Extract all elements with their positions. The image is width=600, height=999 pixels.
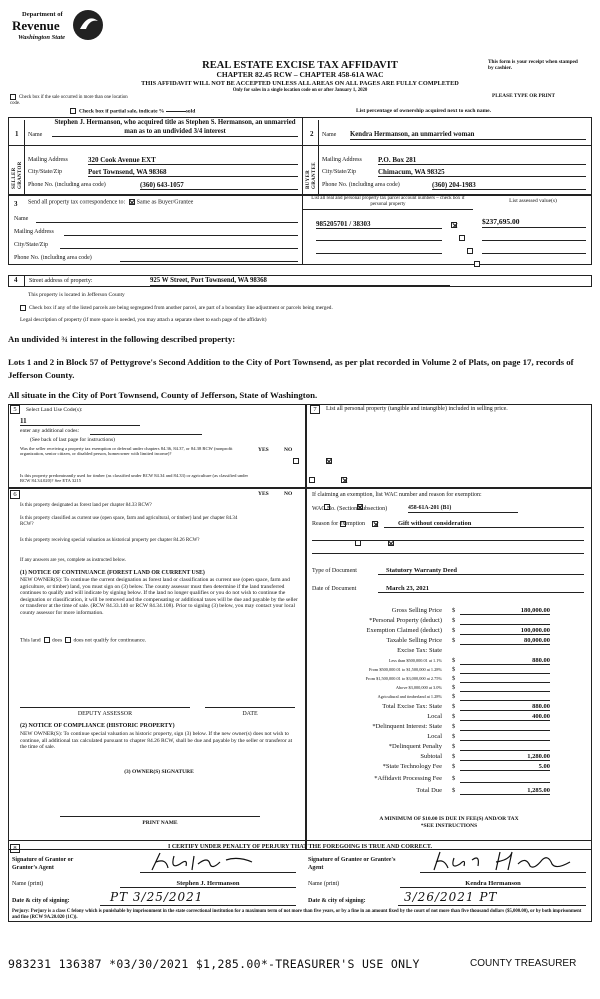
- s5-q1-yes[interactable]: [293, 458, 299, 464]
- grantee-sig-label: Signature of Grantee or Grantee's Agent: [308, 857, 396, 871]
- calc-value[interactable]: 100,000.00: [460, 627, 550, 635]
- partial-sale-label: Check box if partial sale, indicate %: [79, 108, 165, 115]
- exemption-heading: If claiming an exemption, list WAC number and reason for exemption:: [312, 492, 482, 498]
- calc-value[interactable]: [460, 684, 550, 692]
- section6-num: 6: [10, 490, 20, 499]
- calc-dollar: $: [452, 743, 456, 750]
- calc-label: Local: [427, 733, 442, 740]
- s3-mailing-label: Mailing Address: [14, 229, 54, 235]
- buyer-phone[interactable]: (360) 204-1983: [432, 181, 586, 190]
- print-name-label: PRINT NAME: [142, 820, 178, 826]
- section5-num: 5: [10, 405, 20, 414]
- section4-num: 4: [14, 276, 18, 284]
- s6-no-header: NO: [284, 491, 293, 497]
- calc-dollar: $: [452, 627, 456, 634]
- street-label: Street address of property:: [29, 278, 93, 284]
- sold-label: sold: [185, 108, 196, 115]
- calc-value[interactable]: [460, 775, 550, 783]
- same-as-buyer-checkbox[interactable]: [129, 199, 135, 205]
- calc-label: *Delinquent Penalty: [388, 743, 442, 750]
- does-label: does: [52, 637, 63, 644]
- notice1-title: (1) NOTICE OF CONTINUANCE (FOREST LAND OR CURRENT USE): [20, 570, 205, 576]
- calc-value[interactable]: [460, 617, 550, 625]
- dor-logo: [8, 5, 108, 53]
- buyer-num-divider: [318, 120, 319, 146]
- logo-line2: Revenue: [12, 18, 60, 33]
- receipt-note: This form is your receipt when stamped by cashier.: [488, 59, 578, 72]
- notice2-text: NEW OWNER(S): To continue special valuation as historic property, sign (3) below. If the new owner(s) does not wish to continue, all additional tax calculated pursuant to chapter 84.26 RCW, shall be due and payable by the seller or transferor at the time of sale.: [20, 731, 293, 751]
- calc-dollar: $: [452, 617, 456, 624]
- s3-city-label: City/State/Zip: [14, 242, 48, 248]
- buyer-side-divider: [318, 145, 319, 195]
- s6-q2: Is this property classified as current use (open space, farm and agricultural, or timber) land per chapter 84.34 RCW?: [20, 516, 238, 527]
- doc-date-label: Date of Document: [312, 586, 357, 592]
- form-subtitle: CHAPTER 82.45 RCW – CHAPTER 458-61A WAC: [216, 70, 384, 79]
- calc-label: *Delinquent Interest: State: [372, 723, 442, 730]
- multi-location-label: Check box if the sale occurred in more than one location code.: [10, 95, 128, 106]
- grantee-date-city[interactable]: 3/26/2021 PT: [398, 891, 586, 906]
- calc-value[interactable]: [460, 743, 550, 751]
- calc-label: Gross Selling Price: [391, 607, 442, 614]
- legal-line1: An undivided ¾ interest in the following described property:: [8, 334, 236, 344]
- calc-row: [310, 775, 595, 784]
- seller-num-divider: [24, 120, 25, 146]
- section3-label: Send all property tax correspondence to:: [28, 199, 126, 206]
- calc-dollar: $: [452, 657, 456, 664]
- reason-label: Reason for exemption: [312, 521, 365, 527]
- land-use-code[interactable]: 11: [20, 417, 140, 426]
- partial-sale-checkbox[interactable]: [70, 108, 76, 114]
- segregated-label: Check box if any of the listed parcels are being segregated from another parcel, are part of a boundary line adjustment or parcels being merged.: [29, 305, 333, 312]
- logo-line1: Department of: [22, 11, 63, 18]
- this-land-label: This land: [20, 637, 41, 644]
- assessed-line-3[interactable]: [482, 253, 586, 254]
- deputy-date-label: DATE: [242, 711, 258, 717]
- segregated-checkbox[interactable]: [20, 305, 26, 311]
- calc-row: [310, 666, 595, 675]
- calc-value[interactable]: [460, 693, 550, 701]
- form-title: REAL ESTATE EXCISE TAX AFFIDAVIT: [202, 60, 398, 71]
- street-address[interactable]: 925 W Street, Port Townsend, WA 98368: [150, 277, 450, 286]
- ownership-note: List percentage of ownership acquired next to each name.: [356, 108, 491, 114]
- calc-label: From $500,000.01 to $1,500,000 at 1.28%: [368, 667, 442, 672]
- seller-name-rule: [8, 145, 302, 146]
- calc-row: [310, 743, 595, 752]
- buyer-city[interactable]: Chimacum, WA 98325: [378, 168, 586, 177]
- partial-sale-check: [70, 108, 195, 115]
- calc-dollar: $: [452, 666, 456, 673]
- seller-mailing[interactable]: 320 Cook Avenue EXT: [88, 156, 298, 165]
- seller-side-label: SELLER GRANTOR: [12, 161, 23, 189]
- grantee-name-label: Name (print): [308, 881, 340, 887]
- parcel-header: List all real and personal property tax parcel account numbers – check box if personal property: [303, 196, 473, 210]
- calc-label: Total Excise Tax: State: [382, 703, 442, 710]
- grantor-date-city[interactable]: PT 3/25/2021: [100, 891, 296, 906]
- calc-label: Exemption Claimed (deduct): [366, 627, 442, 634]
- s6-yes-header: YES: [258, 491, 269, 497]
- minimum-note: A MINIMUM OF $10.00 IS DUE IN FEE(S) AND/OR TAX: [379, 816, 519, 822]
- calc-value[interactable]: 5.00: [460, 763, 550, 771]
- s3-phone-line[interactable]: [120, 261, 298, 262]
- calc-row: [310, 617, 595, 626]
- s3-mailing-line[interactable]: [64, 235, 298, 236]
- owner-sig-line[interactable]: [60, 816, 260, 817]
- calc-row: [310, 753, 595, 762]
- calc-value[interactable]: [460, 666, 550, 674]
- deputy-label: DEPUTY ASSESSOR: [77, 711, 133, 717]
- assessed-value[interactable]: $237,695.00: [482, 218, 586, 228]
- calc-value[interactable]: [460, 723, 550, 731]
- s5-q1: Was the seller receiving a property tax exemption or deferral under chapters 84.36, 84.37, or 84.38 RCW (nonprofit organization, senior citizen, or disabled person, homeowner with limited income)?: [20, 446, 233, 457]
- calc-row: [310, 713, 595, 722]
- calc-label: Local: [427, 713, 442, 720]
- owner-sig-label: (3) OWNER(S) SIGNATURE: [124, 769, 194, 775]
- s3-name-line[interactable]: [36, 222, 298, 223]
- calc-label: *Affidavit Processing Fee: [374, 775, 442, 782]
- calc-row: [310, 733, 595, 742]
- s5-no-header: NO: [284, 447, 293, 453]
- grantee-signature-icon: [430, 848, 580, 874]
- calc-label: *Personal Property (deduct): [369, 617, 442, 624]
- notice1-text: NEW OWNER(S): To continue the current designation as forest land or classification as current use (open space, farm and agriculture, or timber) land, you must sign on (3) below. The county assessor must then determine if the land transferred continues to qualify and will indicate by signing below. If the land no longer qualifies or you do not wish to continue the designation or classification, it will be removed and the compensating or additional taxes will be due and payable by the seller or transferor at the time of sale. (RCW 84.33.140 or RCW 84.34.108). Prior to signing (3) below, you may contact your local county assessor for more information.: [20, 577, 298, 616]
- calc-value[interactable]: 1,280.00: [460, 753, 550, 761]
- calc-dollar: $: [452, 763, 456, 770]
- calc-row: [310, 787, 595, 796]
- certify-text: I CERTIFY UNDER PENALTY OF PERJURY THAT THE FOREGOING IS TRUE AND CORRECT.: [167, 844, 432, 850]
- doc-date-value[interactable]: March 23, 2021: [378, 585, 584, 593]
- seller-phone[interactable]: (360) 643-1057: [140, 181, 298, 190]
- see-instructions: *SEE INSTRUCTIONS: [420, 823, 478, 829]
- calc-dollar: $: [452, 733, 456, 740]
- notice2-title: (2) NOTICE OF COMPLIANCE (HISTORIC PROPERTY): [20, 723, 175, 729]
- s6-if-yes: If any answers are yes, complete as instructed below.: [20, 558, 127, 563]
- multi-location-checkbox[interactable]: [10, 94, 16, 100]
- county-treasurer: COUNTY TREASURER: [470, 958, 577, 969]
- calc-label: Less than $500,000.01 at 1.1%: [388, 658, 442, 663]
- print-note: PLEASE TYPE OR PRINT: [492, 93, 556, 99]
- grantor-name-label: Name (print): [12, 881, 44, 887]
- legal-line3: All situate in the City of Port Townsend, County of Jefferson, State of Washington.: [8, 390, 318, 400]
- buyer-name-rule: [302, 145, 592, 146]
- calc-row: [310, 675, 595, 684]
- grantor-signature-icon: [148, 850, 258, 874]
- calc-label: Agricultural and timberland at 1.28%: [377, 694, 442, 699]
- calc-value[interactable]: 880.00: [460, 703, 550, 711]
- buyer-phone-label: Phone No. (including area code): [322, 182, 400, 188]
- s5-q2: Is this property predominantly used for timber (as classified under RCW 84.34 and 84.33) or agriculture (as classified under RCW 84.34.020)? See ETA 3215: [20, 473, 249, 484]
- calc-value[interactable]: 400.00: [460, 713, 550, 721]
- calc-dollar: $: [452, 775, 456, 782]
- buyer-side-label: BUYER GRANTEE: [306, 162, 317, 189]
- seller-city-label: City/State/Zip: [28, 169, 62, 175]
- s5-yes-header: YES: [258, 447, 269, 453]
- grantee-date-label: Date & city of signing:: [308, 898, 366, 904]
- calc-dollar: $: [452, 723, 456, 730]
- calc-label: From $1,500,000.01 to $3,000,000 at 2.75%: [365, 676, 442, 681]
- calc-row: [310, 703, 595, 712]
- legal-line2: Lots 1 and 2 in Block 57 of Pettygrove's Second Addition to the City of Port Townsend, as per plat recorded in Volume 2 of Plats, on page 17, records of Jefferson County.: [8, 357, 574, 380]
- calc-dollar: $: [452, 787, 456, 794]
- seller-name-line: [52, 136, 298, 137]
- section7-num: 7: [310, 405, 320, 414]
- perjury-note: Perjury: Perjury is a class C felony which is punishable by imprisonment in the state correctional institution for a maximum term of not more than five years, or by a fine in an amount fixed by the court of not more than five thousand dollars ($5,000.00), or by both imprisonment and fine (RCW 9A.20.020 (1C)).: [12, 909, 582, 920]
- calc-row: [310, 723, 595, 732]
- qualify-line: [20, 637, 146, 644]
- calc-dollar: $: [452, 753, 456, 760]
- seller-phone-label: Phone No. (including area code): [28, 182, 106, 188]
- calc-dollar: $: [452, 684, 456, 691]
- buyer-mailing-label: Mailing Address: [322, 157, 362, 163]
- calc-label: Excise Tax: State: [397, 647, 442, 654]
- parcel-number[interactable]: 985205701 / 38303: [316, 220, 442, 229]
- logo-swirl-icon: [70, 7, 106, 43]
- buyer-name-label: Name: [322, 132, 337, 138]
- additional-codes-line[interactable]: [90, 434, 202, 435]
- same-as-buyer-label: Same as Buyer/Grantee: [136, 199, 194, 206]
- deputy-date-line[interactable]: [205, 707, 295, 708]
- calc-label: Taxable Selling Price: [386, 637, 442, 644]
- buyer-section-num: 2: [310, 130, 314, 138]
- doc-type-label: Type of Document: [312, 568, 357, 574]
- section7-text: List all personal property (tangible and intangible) included in selling price.: [326, 406, 508, 412]
- calc-value[interactable]: 880.00: [460, 657, 550, 665]
- section3-text: [28, 199, 193, 206]
- grantor-sig-label: Signature of Grantor or Grantor's Agent: [12, 857, 74, 871]
- treasurer-stamp: 983231 136387 *03/30/2021 $1,285.00*-TREASURER'S USE ONLY: [8, 957, 420, 971]
- calc-row: [310, 607, 595, 616]
- section4-num-divider: [24, 275, 25, 287]
- grantor-name-print[interactable]: Stephen J. Hermanson: [120, 880, 296, 888]
- s3-name-label: Name: [14, 216, 29, 222]
- parcel-personal-checkbox-3[interactable]: [467, 248, 473, 254]
- does-checkbox[interactable]: [44, 637, 50, 643]
- assessed-line-2[interactable]: [482, 240, 586, 241]
- see-back-label: (See back of last page for instructions): [30, 437, 115, 443]
- wac-value[interactable]: 458-61A-201 (B1): [408, 505, 518, 513]
- grantor-date-label: Date & city of signing:: [12, 898, 70, 904]
- calc-row: [310, 637, 595, 646]
- calc-row: [310, 647, 595, 656]
- legal-label: Legal description of property (if more space is needed, you may attach a separate sheet to each page of the affidavit): [20, 317, 267, 323]
- form-warning: THIS AFFIDAVIT WILL NOT BE ACCEPTED UNLESS ALL AREAS ON ALL PAGES ARE FULLY COMPLETED: [141, 80, 459, 87]
- parcel-personal-checkbox-4[interactable]: [474, 261, 480, 267]
- land-use-label: Select Land Use Code(s):: [26, 407, 83, 413]
- calc-label: Subtotal: [420, 753, 442, 760]
- doc-type-value[interactable]: Statutory Warranty Deed: [378, 567, 584, 575]
- buyer-name[interactable]: Kendra Hermanson, an unmarried woman: [350, 131, 586, 140]
- section7-box: [306, 404, 592, 488]
- calc-label: Total Due: [416, 787, 442, 794]
- parcel-line-3[interactable]: [316, 253, 442, 254]
- seller-name-label: Name: [28, 132, 43, 138]
- s3-phone-label: Phone No. (including area code): [14, 255, 92, 261]
- reason-value[interactable]: Gift without consideration: [384, 520, 584, 528]
- does-not-checkbox[interactable]: [65, 637, 71, 643]
- segregated-check: [20, 305, 333, 311]
- buyer-mailing[interactable]: P.O. Box 281: [378, 156, 586, 165]
- calc-value[interactable]: 1,285.00: [460, 787, 550, 795]
- grantee-name-print[interactable]: Kendra Hermanson: [400, 880, 586, 888]
- calc-label: *State Technology Fee: [382, 763, 442, 770]
- parcel-personal-checkbox-1[interactable]: [451, 222, 457, 228]
- parties-divider: [302, 117, 303, 195]
- seller-side-divider: [24, 145, 25, 195]
- calc-dollar: $: [452, 637, 456, 644]
- seller-mailing-label: Mailing Address: [28, 157, 68, 163]
- s3-city-line[interactable]: [60, 248, 298, 249]
- wac-label: WAC No. (Section/Subsection): [312, 506, 388, 512]
- calc-value[interactable]: 80,000.00: [460, 637, 550, 645]
- deputy-line[interactable]: [20, 707, 190, 708]
- section8-num: 8: [10, 844, 20, 853]
- logo-line3: Washington State: [18, 34, 66, 41]
- calc-row: [310, 763, 595, 772]
- seller-name[interactable]: Stephen J. Hermanson, who acquired title as Stephen S. Hermanson, an unmarried man as to an undivided 3/4 interest: [54, 119, 296, 135]
- s6-q1: Is this property designated as forest land per chapter 84.33 RCW?: [20, 503, 152, 508]
- does-not-label: does not qualify for continuance.: [73, 637, 147, 644]
- parcel-personal-checkbox-2[interactable]: [459, 235, 465, 241]
- calc-dollar: $: [452, 713, 456, 720]
- calc-label: Above $3,000,000 at 3.0%: [395, 685, 442, 690]
- section3-num: 3: [14, 200, 18, 208]
- seller-city[interactable]: Port Townsend, WA 98368: [88, 168, 298, 177]
- additional-codes-label: enter any additional codes:: [20, 428, 80, 434]
- calc-value[interactable]: 180,000.00: [460, 607, 550, 615]
- reason-line-3[interactable]: [312, 553, 584, 554]
- calc-row: [310, 657, 595, 666]
- assessed-header: List assessed value(s): [509, 198, 557, 204]
- parcel-line-2[interactable]: [316, 240, 442, 241]
- calc-dollar: $: [452, 675, 456, 682]
- calc-row: [310, 684, 595, 693]
- reason-line-2[interactable]: [312, 540, 584, 541]
- calc-value[interactable]: [460, 733, 550, 741]
- multi-location-check: [10, 94, 130, 106]
- calc-row: [310, 693, 595, 702]
- calc-row: [310, 627, 595, 636]
- form-note: Only for sales in a single location code on or after January 1, 2020: [232, 88, 368, 93]
- calc-dollar: $: [452, 607, 456, 614]
- calc-value[interactable]: [460, 675, 550, 683]
- s6-q3: Is this property receiving special valuation as historical property per chapter 84.26 RCW?: [20, 538, 200, 543]
- county-line: This property is located in Jefferson County: [28, 292, 125, 298]
- calc-dollar: $: [452, 703, 456, 710]
- buyer-city-label: City/State/Zip: [322, 169, 356, 175]
- calc-dollar: $: [452, 693, 456, 700]
- seller-section-num: 1: [15, 130, 19, 138]
